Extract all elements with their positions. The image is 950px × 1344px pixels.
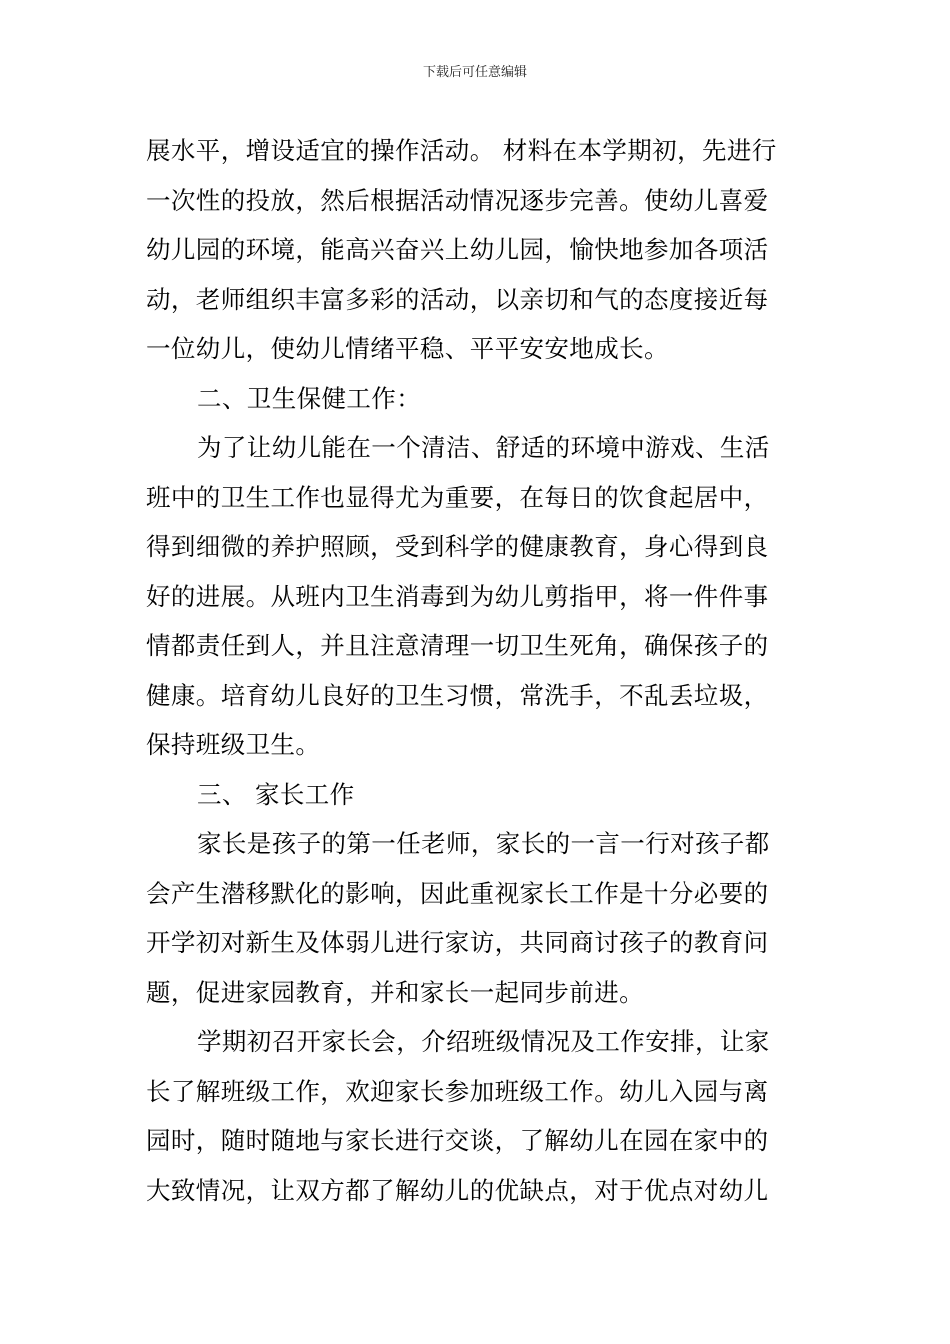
text-line: 为了让幼儿能在一个清洁、舒适的环境中游戏、生活	[197, 433, 770, 462]
text-line: 家长是孩子的第一任老师，家长的一言一行对孩子都	[197, 829, 770, 858]
text-line: 得到细微的养护照顾，受到科学的健康教育，身心得到良	[146, 532, 769, 561]
text-line: 健康。培育幼儿良好的卫生习惯，常洗手，不乱丢垃圾，	[146, 680, 769, 710]
text-line: 园时，随时随地与家长进行交谈，了解幼儿在园在家中的	[146, 1126, 769, 1155]
text-line: 情都责任到人，并且注意清理一切卫生死角，确保孩子的	[146, 631, 769, 660]
section-heading: 二、卫生保健工作：	[197, 383, 422, 413]
text-line: 保持班级卫生。	[146, 730, 321, 759]
text-line: 会产生潜移默化的影响，因此重视家长工作是十分必要的	[146, 878, 769, 908]
text-line: 展水平，增设适宜的操作活动。 材料在本学期初，先进行	[146, 136, 777, 165]
text-line: 班中的卫生工作也显得尤为重要，在每日的饮食起居中，	[146, 482, 769, 512]
page-header: 下载后可任意编辑	[422, 65, 527, 80]
text-line: 一次性的投放，然后根据活动情况逐步完善。使幼儿喜爱	[146, 185, 769, 215]
text-line: 开学初对新生及体弱儿进行家访，共同商讨孩子的教育问	[146, 928, 769, 957]
text-line: 学期初召开家长会，介绍班级情况及工作安排，让家	[197, 1027, 770, 1056]
text-line: 一位幼儿，使幼儿情绪平稳、平平安安地成长。	[146, 334, 669, 363]
text-line: 好的进展。从班内卫生消毒到为幼儿剪指甲，将一件件事	[146, 581, 769, 611]
text-line: 长了解班级工作，欢迎家长参加班级工作。幼儿入园与离	[146, 1076, 769, 1106]
text-line: 题，促进家园教育，并和家长一起同步前进。	[146, 977, 644, 1007]
text-line: 动，老师组织丰富多彩的活动，以亲切和气的态度接近每	[146, 284, 769, 314]
text-line: 幼儿园的环境，能高兴奋兴上幼儿园，愉快地参加各项活	[146, 235, 769, 264]
text-line: 大致情况，让双方都了解幼儿的优缺点，对于优点对幼儿	[146, 1175, 769, 1205]
body-text	[146, 126, 806, 1215]
section-heading: 三、 家长工作	[197, 779, 355, 809]
